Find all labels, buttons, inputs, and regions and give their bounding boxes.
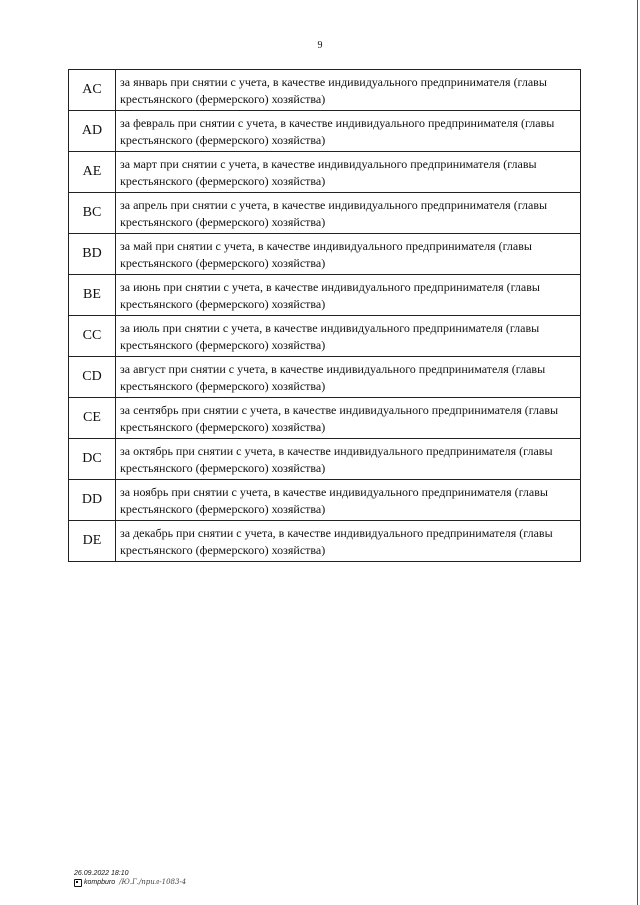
row-code: BC [69, 193, 116, 234]
table-row [69, 316, 581, 357]
row-code: AC [69, 70, 116, 111]
row-description: за август при снятии с учета, в качестве индивидуального предпринимателя (главы крестьянского (фермерского) хозяйства) [116, 357, 581, 398]
row-code: BE [69, 275, 116, 316]
row-code: CD [69, 357, 116, 398]
row-description: за март при снятии с учета, в качестве индивидуального предпринимателя (главы крестьянского (фермерского) хозяйства) [116, 152, 581, 193]
row-description: за ноябрь при снятии с учета, в качестве индивидуального предпринимателя (главы крестьянского (фермерского) хозяйства) [116, 480, 581, 521]
page-number: 9 [317, 40, 323, 51]
row-description: за октябрь при снятии с учета, в качестве индивидуального предпринимателя (главы крестьянского (фермерского) хозяйства) [116, 439, 581, 480]
table-row [69, 111, 581, 152]
table-row [69, 480, 581, 521]
row-description: за январь при снятии с учета, в качестве индивидуального предпринимателя (главы крестьянского (фермерского) хозяйства) [116, 70, 581, 111]
row-description: за апрель при снятии с учета, в качестве индивидуального предпринимателя (главы крестьянского (фермерского) хозяйства) [116, 193, 581, 234]
table-row [69, 398, 581, 439]
table-row [69, 521, 581, 562]
footer-date: 26.09.2022 18:10 [74, 870, 129, 877]
row-code: DE [69, 521, 116, 562]
row-description: за июнь при снятии с учета, в качестве индивидуального предпринимателя (главы крестьянского (фермерского) хозяйства) [116, 275, 581, 316]
row-code: CE [69, 398, 116, 439]
table-row [69, 152, 581, 193]
row-code: AE [69, 152, 116, 193]
row-code: CC [69, 316, 116, 357]
row-description: за декабрь при снятии с учета, в качестве индивидуального предпринимателя (главы крестьянского (фермерского) хозяйства) [116, 521, 581, 562]
page-edge [637, 0, 638, 905]
table-row [69, 193, 581, 234]
row-description: за февраль при снятии с учета, в качестве индивидуального предпринимателя (главы крестьянского (фермерского) хозяйства) [116, 111, 581, 152]
footer-brand: kompburo [84, 879, 116, 886]
brand-logo-icon [74, 879, 82, 887]
footer-handwritten-note: /Ю.Г./прил-1083-4 [119, 878, 187, 886]
row-description: за май при снятии с учета, в качестве индивидуального предпринимателя (главы крестьянского (фермерского) хозяйства) [116, 234, 581, 275]
footer-brand-line [74, 878, 186, 887]
table-body [69, 70, 581, 562]
codes-table [68, 69, 581, 562]
table-row [69, 234, 581, 275]
table-row [69, 439, 581, 480]
table-row [69, 357, 581, 398]
table-row [69, 275, 581, 316]
row-code: DD [69, 480, 116, 521]
row-code: DC [69, 439, 116, 480]
row-code: AD [69, 111, 116, 152]
footer-stamp [74, 869, 186, 887]
table-row [69, 70, 581, 111]
row-description: за июль при снятии с учета, в качестве индивидуального предпринимателя (главы крестьянского (фермерского) хозяйства) [116, 316, 581, 357]
row-code: BD [69, 234, 116, 275]
row-description: за сентябрь при снятии с учета, в качестве индивидуального предпринимателя (главы крестьянского (фермерского) хозяйства) [116, 398, 581, 439]
